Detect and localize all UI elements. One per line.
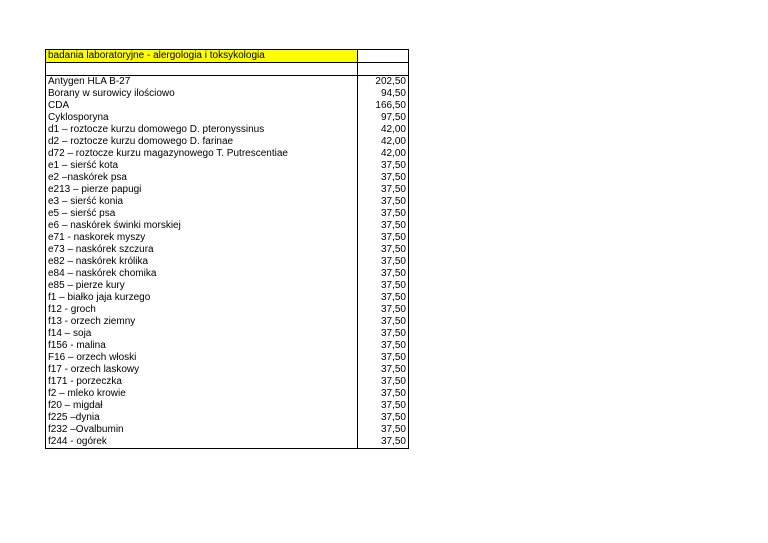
spacer-cell	[358, 63, 409, 76]
test-name-cell: f232 –Ovalbumin	[46, 424, 358, 436]
table-row	[46, 424, 409, 436]
table-row	[46, 160, 409, 172]
table-row	[46, 412, 409, 424]
test-name-cell: d72 – roztocze kurzu magazynowego T. Putrescentiae	[46, 148, 358, 160]
price-cell: 37,50	[358, 256, 409, 268]
price-cell: 37,50	[358, 388, 409, 400]
table-row	[46, 352, 409, 364]
price-cell: 37,50	[358, 196, 409, 208]
test-name-cell: f244 - ogórek	[46, 436, 358, 449]
price-cell: 37,50	[358, 280, 409, 292]
test-name-cell: F16 – orzech włoski	[46, 352, 358, 364]
section-title: badania laboratoryjne - alergologia i toksykologia	[46, 50, 358, 63]
price-list-table	[45, 49, 409, 449]
test-name-cell: f20 – migdał	[46, 400, 358, 412]
test-name-cell: f13 - orzech ziemny	[46, 316, 358, 328]
test-name-cell: e84 – naskórek chomika	[46, 268, 358, 280]
price-cell: 94,50	[358, 88, 409, 100]
test-name-cell: e73 – naskórek szczura	[46, 244, 358, 256]
price-cell: 37,50	[358, 376, 409, 388]
price-cell: 37,50	[358, 244, 409, 256]
price-cell: 37,50	[358, 364, 409, 376]
table-row	[46, 364, 409, 376]
table-row	[46, 172, 409, 184]
test-name-cell: e5 – sierść psa	[46, 208, 358, 220]
price-cell: 37,50	[358, 436, 409, 449]
table-row	[46, 388, 409, 400]
test-name-cell: f1 – białko jaja kurzego	[46, 292, 358, 304]
test-name-cell: e6 – naskórek świnki morskiej	[46, 220, 358, 232]
test-name-cell: f2 – mleko krowie	[46, 388, 358, 400]
price-cell: 37,50	[358, 328, 409, 340]
price-cell: 37,50	[358, 268, 409, 280]
test-name-cell: e71 - naskorek myszy	[46, 232, 358, 244]
test-name-cell: CDA	[46, 100, 358, 112]
price-cell: 37,50	[358, 184, 409, 196]
test-name-cell: e82 – naskórek królika	[46, 256, 358, 268]
header-price-cell	[358, 50, 409, 63]
test-name-cell: f12 - groch	[46, 304, 358, 316]
table-row	[46, 244, 409, 256]
test-name-cell: Borany w surowicy ilościowo	[46, 88, 358, 100]
table-row	[46, 316, 409, 328]
table-row	[46, 280, 409, 292]
price-cell: 37,50	[358, 172, 409, 184]
test-name-cell: Cyklosporyna	[46, 112, 358, 124]
table-row	[46, 268, 409, 280]
test-name-cell: f14 – soja	[46, 328, 358, 340]
price-cell: 37,50	[358, 424, 409, 436]
test-name-cell: f171 - porzeczka	[46, 376, 358, 388]
price-cell: 37,50	[358, 304, 409, 316]
price-cell: 37,50	[358, 316, 409, 328]
test-name-cell: e213 – pierze papugi	[46, 184, 358, 196]
table-row	[46, 88, 409, 100]
test-name-cell: f156 - malina	[46, 340, 358, 352]
table-row	[46, 256, 409, 268]
price-cell: 37,50	[358, 400, 409, 412]
spacer-row	[46, 63, 409, 76]
price-cell: 202,50	[358, 76, 409, 89]
table-row	[46, 328, 409, 340]
price-cell: 37,50	[358, 208, 409, 220]
test-name-cell: e85 – pierze kury	[46, 280, 358, 292]
table-row	[46, 232, 409, 244]
test-name-cell: f17 - orzech laskowy	[46, 364, 358, 376]
table-row	[46, 292, 409, 304]
table-row	[46, 340, 409, 352]
price-cell: 37,50	[358, 292, 409, 304]
table-row	[46, 136, 409, 148]
spacer-cell	[46, 63, 358, 76]
price-cell: 42,00	[358, 148, 409, 160]
test-name-cell: e3 – sierść konia	[46, 196, 358, 208]
test-name-cell: e2 –naskórek psa	[46, 172, 358, 184]
price-cell: 37,50	[358, 232, 409, 244]
table-row	[46, 436, 409, 449]
table-row	[46, 100, 409, 112]
test-name-cell: d1 – roztocze kurzu domowego D. pteronyssinus	[46, 124, 358, 136]
test-name-cell: d2 – roztocze kurzu domowego D. farinae	[46, 136, 358, 148]
price-cell: 37,50	[358, 160, 409, 172]
table-row	[46, 304, 409, 316]
table-row	[46, 400, 409, 412]
header-row	[46, 50, 409, 63]
price-list-body	[46, 50, 409, 449]
table-row	[46, 148, 409, 160]
price-cell: 37,50	[358, 220, 409, 232]
price-cell: 166,50	[358, 100, 409, 112]
table-row	[46, 76, 409, 89]
price-cell: 42,00	[358, 136, 409, 148]
table-row	[46, 112, 409, 124]
table-row	[46, 184, 409, 196]
price-cell: 37,50	[358, 412, 409, 424]
table-row	[46, 220, 409, 232]
price-cell: 42,00	[358, 124, 409, 136]
table-row	[46, 196, 409, 208]
test-name-cell: e1 – sierść kota	[46, 160, 358, 172]
price-cell: 37,50	[358, 352, 409, 364]
price-cell: 97,50	[358, 112, 409, 124]
table-row	[46, 208, 409, 220]
price-cell: 37,50	[358, 340, 409, 352]
table-row	[46, 124, 409, 136]
test-name-cell: Antygen HLA B-27	[46, 76, 358, 89]
test-name-cell: f225 –dynia	[46, 412, 358, 424]
table-row	[46, 376, 409, 388]
